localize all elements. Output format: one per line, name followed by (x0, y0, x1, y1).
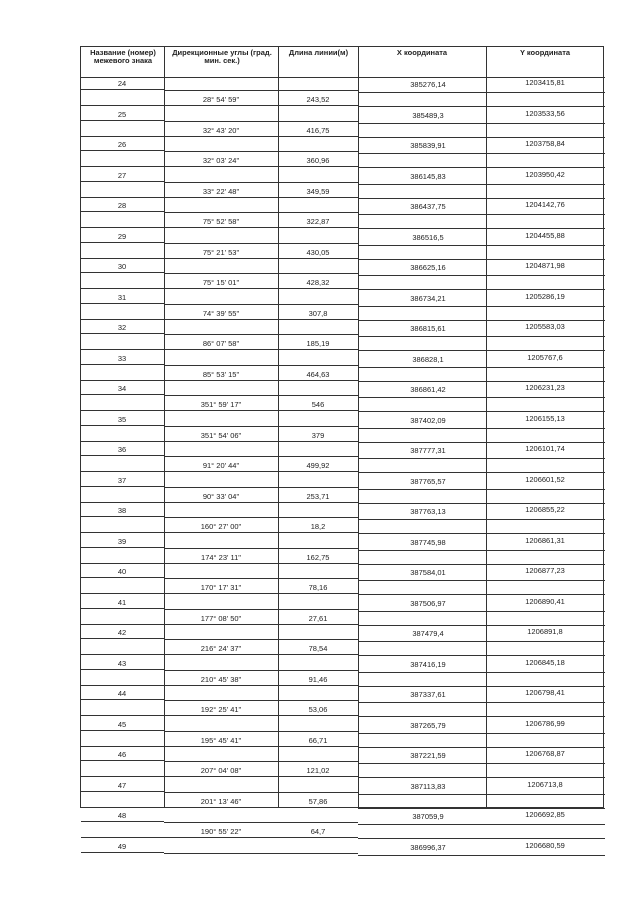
row-divider (81, 319, 358, 320)
point-number: 44 (117, 689, 127, 698)
direction-angle: 190° 55' 22" (200, 827, 242, 836)
row-divider (164, 517, 358, 518)
row-divider (358, 655, 605, 656)
y-coordinate: 1206601,52 (525, 474, 565, 484)
row-divider (164, 304, 358, 305)
point-number: 36 (117, 445, 127, 454)
point-number: 46 (117, 750, 127, 759)
row-divider (358, 733, 605, 734)
header-x-coordinate: X координата (396, 48, 448, 57)
row-divider (358, 320, 605, 321)
row-divider (358, 306, 605, 307)
y-coordinate: 1206786,99 (525, 718, 565, 728)
row-divider (358, 259, 605, 260)
point-number: 24 (117, 79, 127, 88)
row-divider (81, 532, 358, 533)
direction-angle: 195° 45' 41" (200, 735, 242, 745)
row-divider (164, 853, 358, 854)
row-divider (81, 136, 358, 137)
y-coordinate: 1206680,59 (525, 840, 565, 850)
row-divider (81, 166, 358, 167)
row-divider (358, 428, 605, 429)
point-number: 43 (117, 658, 127, 668)
row-divider (81, 837, 358, 838)
x-coordinate: 387416,19 (410, 659, 446, 669)
direction-angle: 351° 59' 17" (200, 400, 242, 409)
y-coordinate: 1206101,74 (525, 444, 565, 453)
row-divider (358, 367, 605, 368)
y-coordinate: 1204455,88 (525, 230, 565, 240)
row-divider (81, 197, 358, 198)
y-coordinate: 1205583,03 (525, 322, 565, 331)
point-number: 27 (117, 170, 127, 180)
y-coordinate: 1205767,6 (527, 352, 563, 362)
point-number: 35 (117, 414, 127, 424)
row-divider (81, 272, 164, 273)
row-divider (164, 731, 358, 732)
point-number: 39 (117, 536, 127, 546)
y-coordinate: 1206692,85 (525, 810, 565, 819)
row-divider (81, 821, 164, 822)
direction-angle: 201° 13' 46" (200, 796, 242, 806)
row-divider (358, 564, 605, 565)
row-divider (358, 702, 605, 703)
row-divider (81, 486, 164, 487)
row-divider (164, 426, 358, 427)
row-divider (358, 550, 605, 551)
x-coordinate: 387745,98 (410, 537, 446, 547)
row-divider (81, 394, 164, 395)
row-divider (81, 760, 164, 761)
row-divider (358, 289, 605, 290)
row-divider (358, 336, 605, 337)
line-length: 499,92 (306, 461, 330, 470)
row-divider (81, 791, 164, 792)
point-number: 28 (117, 201, 127, 210)
line-length: 18,2 (310, 522, 326, 531)
x-coordinate: 386437,75 (410, 202, 446, 211)
row-divider (81, 577, 164, 578)
row-divider (164, 548, 358, 549)
row-divider (81, 258, 358, 259)
header-direction-angle: Дирекционные углы (град. мин. сек.) (172, 48, 272, 65)
point-number: 49 (117, 841, 127, 851)
row-divider (358, 641, 605, 642)
x-coordinate: 387402,09 (410, 415, 446, 425)
direction-angle: 91° 20' 44" (202, 461, 240, 470)
row-divider (358, 519, 605, 520)
y-coordinate: 1206890,41 (525, 596, 565, 606)
direction-angle: 74° 39' 55" (202, 308, 240, 318)
row-divider (164, 822, 358, 823)
row-divider (164, 365, 358, 366)
y-coordinate: 1203758,84 (525, 139, 565, 148)
row-divider (81, 364, 164, 365)
x-coordinate: 385276,14 (410, 80, 446, 89)
y-coordinate: 1206845,18 (525, 657, 565, 667)
y-coordinate: 1205286,19 (525, 291, 565, 301)
point-number: 42 (117, 628, 127, 637)
row-divider (81, 227, 358, 228)
x-coordinate: 386145,83 (410, 171, 446, 181)
row-divider (81, 303, 164, 304)
row-divider (81, 349, 358, 350)
y-coordinate: 1206768,87 (525, 749, 565, 758)
row-divider (164, 212, 358, 213)
direction-angle: 28° 54' 59" (202, 95, 240, 104)
row-divider (81, 105, 358, 106)
row-divider (81, 608, 164, 609)
y-coordinate: 1206877,23 (525, 566, 565, 575)
row-divider (81, 699, 164, 700)
direction-angle: 351° 54' 06" (200, 430, 242, 440)
row-divider (358, 214, 605, 215)
line-length: 78,16 (308, 583, 328, 592)
line-length: 64,7 (310, 827, 326, 836)
row-divider (164, 487, 358, 488)
row-divider (358, 763, 605, 764)
row-divider (358, 594, 605, 595)
x-coordinate: 387265,79 (410, 720, 446, 730)
direction-angle: 75° 21' 53" (202, 247, 240, 257)
x-coordinate: 387765,57 (410, 476, 446, 486)
row-divider (81, 150, 164, 151)
row-divider (358, 198, 605, 199)
y-coordinate: 1203415,81 (525, 78, 565, 87)
line-length: 121,02 (306, 766, 330, 775)
row-divider (358, 137, 605, 138)
line-length: 162,75 (306, 552, 330, 562)
row-divider (81, 776, 358, 777)
row-divider (81, 807, 358, 808)
line-length: 428,32 (306, 278, 330, 287)
row-divider (358, 184, 605, 185)
point-number: 45 (117, 719, 127, 729)
row-divider (358, 686, 605, 687)
row-divider (81, 211, 164, 212)
row-divider (81, 410, 358, 411)
x-coordinate: 386815,61 (410, 324, 446, 333)
direction-angle: 33° 22' 48" (202, 186, 240, 196)
point-number: 31 (117, 292, 127, 302)
line-length: 416,75 (306, 125, 330, 135)
x-coordinate: 386828,1 (412, 354, 444, 364)
x-coordinate: 387479,4 (412, 629, 444, 638)
row-divider (81, 502, 358, 503)
row-divider (81, 563, 358, 564)
point-number: 40 (117, 567, 127, 576)
row-divider (358, 245, 605, 246)
direction-angle: 207° 04' 08" (200, 766, 242, 775)
direction-angle: 85° 53' 15" (202, 369, 240, 379)
point-number: 26 (117, 140, 127, 149)
point-number: 30 (117, 262, 127, 271)
row-divider (81, 333, 164, 334)
row-divider (358, 580, 605, 581)
line-length: 66,71 (308, 735, 328, 745)
direction-angle: 160° 27' 00" (200, 522, 242, 531)
line-length: 546 (311, 400, 325, 409)
x-coordinate: 387337,61 (410, 690, 446, 699)
x-coordinate: 387763,13 (410, 507, 446, 516)
row-divider (164, 456, 358, 457)
line-length: 360,96 (306, 156, 330, 165)
line-length: 349,59 (306, 186, 330, 196)
row-divider (164, 182, 358, 183)
row-divider (81, 425, 164, 426)
y-coordinate: 1206231,23 (525, 383, 565, 392)
line-length: 91,46 (308, 674, 328, 684)
boundary-points-table (80, 46, 604, 852)
row-divider (358, 503, 605, 504)
row-divider (81, 455, 164, 456)
direction-angle: 32° 43' 20" (202, 125, 240, 135)
x-coordinate: 385489,3 (412, 110, 444, 120)
point-number: 33 (117, 353, 127, 363)
row-divider (358, 747, 605, 748)
row-divider (358, 777, 605, 778)
row-divider (358, 716, 605, 717)
row-divider (358, 472, 605, 473)
row-divider (164, 761, 358, 762)
line-length: 253,71 (306, 491, 330, 501)
row-divider (164, 670, 358, 671)
row-divider (81, 715, 358, 716)
direction-angle: 177° 08' 50" (200, 613, 242, 623)
y-coordinate: 1206155,13 (525, 413, 565, 423)
row-divider (358, 824, 605, 825)
row-divider (164, 792, 358, 793)
point-number: 48 (117, 811, 127, 820)
y-coordinate: 1204871,98 (525, 261, 565, 270)
direction-angle: 75° 15' 01" (202, 278, 240, 287)
direction-angle: 174° 23' 11" (201, 552, 241, 562)
y-coordinate: 1206798,41 (525, 688, 565, 697)
row-divider (358, 381, 605, 382)
row-divider (81, 471, 358, 472)
y-coordinate: 1204142,76 (525, 200, 565, 209)
row-divider (358, 794, 605, 795)
row-divider (358, 153, 605, 154)
row-divider (164, 639, 358, 640)
row-divider (358, 808, 605, 809)
row-divider (81, 380, 358, 381)
row-divider (358, 442, 605, 443)
y-coordinate: 1206855,22 (525, 505, 565, 514)
row-divider (358, 275, 605, 276)
point-number: 34 (117, 384, 127, 393)
row-divider (164, 151, 358, 152)
row-divider (81, 746, 358, 747)
row-divider (81, 624, 358, 625)
row-divider (358, 855, 605, 856)
x-coordinate: 387584,01 (410, 568, 446, 577)
y-coordinate: 1206891,8 (527, 627, 563, 636)
line-length: 185,19 (306, 339, 330, 348)
y-coordinate: 1206861,31 (525, 535, 565, 545)
point-number: 32 (117, 323, 127, 332)
line-length: 78,54 (308, 644, 328, 653)
row-divider (358, 533, 605, 534)
row-divider (358, 838, 605, 839)
row-divider (358, 167, 605, 168)
point-number: 25 (117, 109, 127, 119)
x-coordinate: 387221,59 (410, 751, 446, 760)
row-divider (81, 730, 164, 731)
row-divider (358, 625, 605, 626)
row-divider (81, 516, 164, 517)
line-length: 27,61 (308, 613, 328, 623)
line-length: 322,87 (306, 217, 330, 226)
row-divider (164, 700, 358, 701)
x-coordinate: 386734,21 (410, 293, 446, 303)
header-line-length: Длина линии(м) (288, 48, 349, 57)
line-length: 464,63 (306, 369, 330, 379)
header-y-coordinate: Y координата (519, 48, 571, 57)
direction-angle: 210° 45' 38" (200, 674, 242, 684)
row-divider (81, 638, 164, 639)
row-divider (358, 672, 605, 673)
line-length: 307,8 (308, 308, 328, 318)
row-divider (81, 852, 164, 853)
row-divider (164, 243, 358, 244)
row-divider (81, 593, 358, 594)
row-divider (164, 395, 358, 396)
x-coordinate: 386516,5 (412, 232, 444, 242)
point-number: 29 (117, 231, 127, 241)
row-divider (81, 685, 358, 686)
row-divider (164, 121, 358, 122)
x-coordinate: 385839,91 (410, 141, 446, 150)
x-coordinate: 387777,31 (410, 446, 446, 455)
x-coordinate: 387506,97 (410, 598, 446, 608)
line-length: 243,52 (306, 95, 330, 104)
direction-angle: 216° 24' 37" (200, 644, 242, 653)
y-coordinate: 1206713,8 (527, 779, 563, 789)
row-divider (358, 611, 605, 612)
row-divider (358, 228, 605, 229)
row-divider (81, 669, 164, 670)
row-divider (81, 288, 358, 289)
x-coordinate: 386625,16 (410, 263, 446, 272)
line-length: 57,86 (308, 796, 328, 806)
row-divider (164, 609, 358, 610)
row-divider (358, 350, 605, 351)
row-divider (81, 181, 164, 182)
direction-angle: 75° 52' 58" (202, 217, 240, 226)
row-divider (164, 90, 358, 91)
row-divider (358, 92, 605, 93)
row-divider (164, 334, 358, 335)
line-length: 430,05 (306, 247, 330, 257)
row-divider (81, 120, 164, 121)
direction-angle: 192° 25' 41" (200, 705, 242, 714)
row-divider (81, 242, 164, 243)
point-number: 38 (117, 506, 127, 515)
line-length: 379 (311, 430, 325, 440)
x-coordinate: 386996,37 (410, 842, 446, 852)
row-divider (81, 547, 164, 548)
row-divider (358, 123, 605, 124)
point-number: 41 (117, 597, 127, 607)
direction-angle: 170° 17' 31" (200, 583, 242, 592)
row-divider (81, 654, 358, 655)
row-divider (164, 273, 358, 274)
column-divider (164, 47, 165, 807)
x-coordinate: 386861,42 (410, 385, 446, 394)
row-divider (358, 411, 605, 412)
direction-angle: 32° 03' 24" (202, 156, 240, 165)
y-coordinate: 1203533,56 (525, 108, 565, 118)
line-length: 53,06 (308, 705, 328, 714)
row-divider (358, 397, 605, 398)
row-divider (81, 441, 358, 442)
point-number: 47 (117, 780, 127, 790)
x-coordinate: 387059,9 (412, 812, 444, 821)
row-divider (358, 458, 605, 459)
row-divider (358, 106, 605, 107)
direction-angle: 90° 33' 04" (202, 491, 240, 501)
row-divider (164, 578, 358, 579)
direction-angle: 86° 07' 58" (202, 339, 240, 348)
point-number: 37 (117, 475, 127, 485)
x-coordinate: 387113,83 (410, 781, 446, 791)
y-coordinate: 1203950,42 (525, 169, 565, 179)
row-divider (81, 89, 164, 90)
row-divider (358, 489, 605, 490)
header-point-name: Название (номер) межевого знака (90, 48, 156, 65)
